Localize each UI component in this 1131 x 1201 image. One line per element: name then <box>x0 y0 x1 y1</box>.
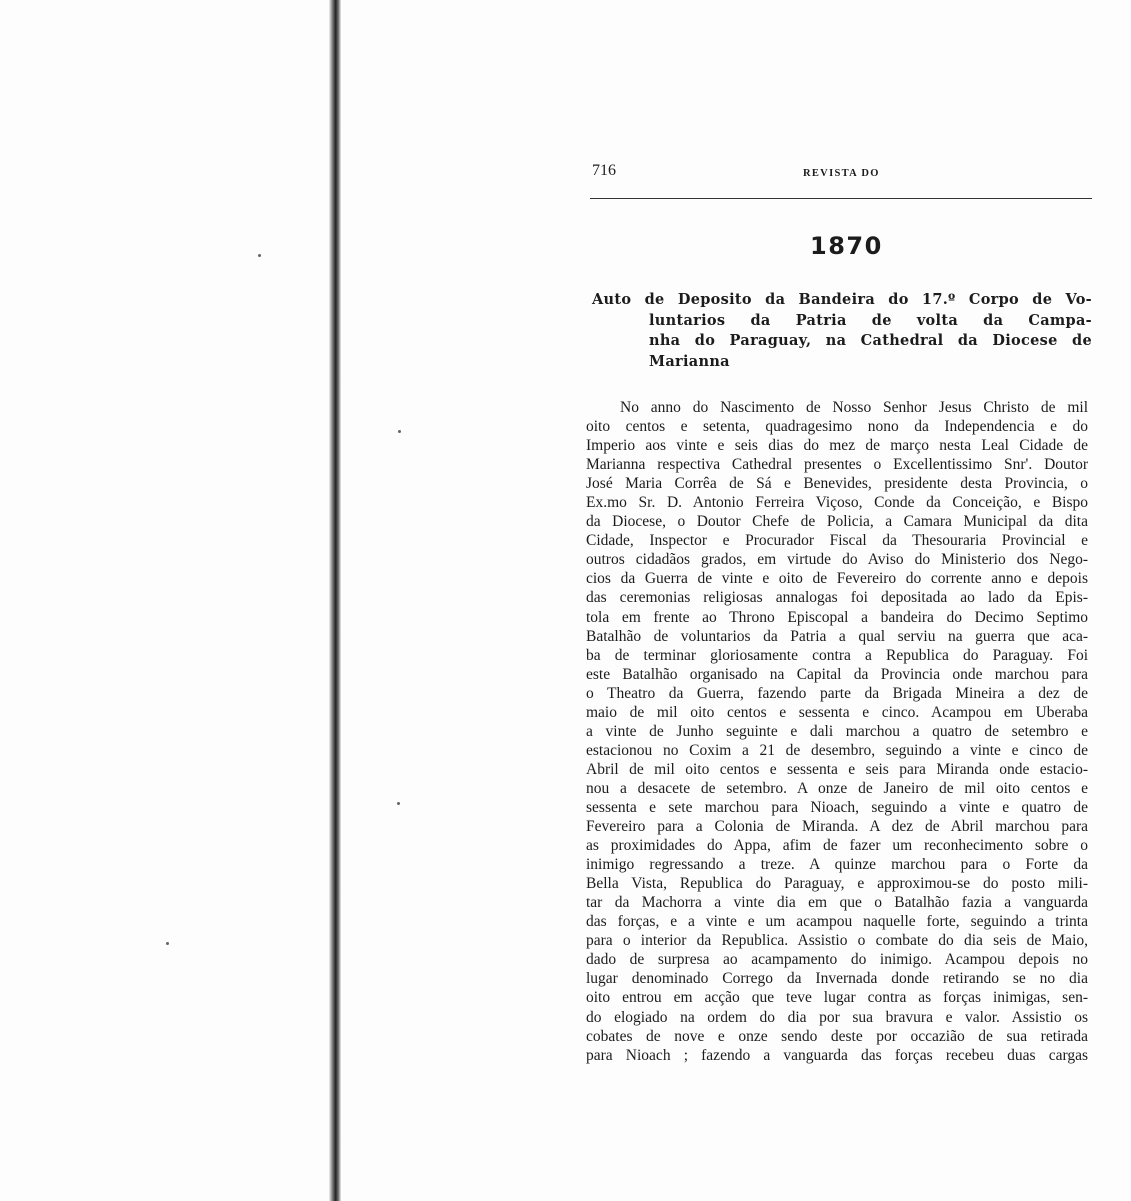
article-heading <box>592 290 1092 372</box>
text-line: tola em frente ao Throno Episcopal a bandeira do Decimo Septimo <box>586 608 1088 626</box>
text-line: oito entrou em acção que teve lugar contra as forças inimigas, sen- <box>586 989 1088 1007</box>
body-paragraph <box>586 398 1088 1065</box>
text-line: inimigo regressando a treze. A quinze marchou para o Forte da <box>586 856 1088 874</box>
text-line: Marianna respectiva Cathedral presentes o Excellentissimo Snr'. Doutor <box>586 456 1088 474</box>
text-line: cios da Guerra de vinte e oito de Fevereiro do corrente anno e depois <box>586 570 1088 588</box>
text-line: dado de surpresa ao acampamento do inimigo. Acampou depois no <box>586 951 1088 969</box>
book-binding-gutter <box>329 0 341 1201</box>
text-line: do elogiado na ordem do dia por sua bravura e valor. Assistio os <box>586 1008 1088 1026</box>
text-line: José Maria Corrêa de Sá e Benevides, presidente desta Provincia, o <box>586 475 1088 493</box>
scan-speck <box>166 942 169 945</box>
text-line: maio de mil oito centos e sessenta e cinco. Acampou em Uberaba <box>586 703 1088 721</box>
text-line: para o interior da Republica. Assistio o combate do dia seis de Maio, <box>586 932 1088 950</box>
text-line: Ex.mo Sr. D. Antonio Ferreira Viçoso, Conde da Conceição, e Bispo <box>586 494 1088 512</box>
heading-line: Auto de Deposito da Bandeira do 17.º Corpo de Vo- <box>592 291 1092 308</box>
heading-line: luntarios da Patria de volta da Campa- <box>649 311 1092 329</box>
text-line: das forças, e a vinte e um acampou naquelle forte, seguindo a trinta <box>586 913 1088 931</box>
text-line: das ceremonias religiosas annalogas foi depositada ao lado da Epis- <box>586 589 1088 607</box>
page-number: 716 <box>592 162 616 179</box>
text-line: ba de terminar gloriosamente contra a Republica do Paraguay. Foi <box>586 646 1088 664</box>
page-header <box>590 158 1092 199</box>
text-line: Cidade, Inspector e Procurador Fiscal da Thesouraria Provincial e <box>586 532 1088 550</box>
text-line: as proximidades do Appa, afim de fazer um reconhecimento sobre o <box>586 837 1088 855</box>
text-line: cobates de nove e onze sendo deste por occazião de sua retirada <box>586 1027 1088 1045</box>
text-line: sessenta e sete marchou para Nioach, seguindo a vinte e quatro de <box>586 798 1088 816</box>
section-year: 1870 <box>810 232 883 260</box>
text-line: outros cidadãos grados, em virtude do Aviso do Ministerio dos Nego- <box>586 551 1088 569</box>
text-line: tar da Machorra a vinte dia em que o Batalhão fazia a vanguarda <box>586 894 1088 912</box>
text-line: o Theatro da Guerra, fazendo parte da Brigada Mineira a dez de <box>586 684 1088 702</box>
text-line: a vinte de Junho seguinte e dali marchou a quatro de setembro e <box>586 722 1088 740</box>
text-line: da Diocese, o Doutor Chefe de Policia, a Camara Municipal da dita <box>586 513 1088 531</box>
running-head: REVISTA DO <box>803 168 880 179</box>
text-line: Bella Vista, Republica do Paraguay, e approximou-se do posto mili- <box>586 875 1088 893</box>
scan-speck <box>397 802 400 805</box>
text-line: nou a desacete de setembro. A onze de Janeiro de mil oito centos e <box>586 779 1088 797</box>
text-line: Batalhão de voluntarios da Patria a qual serviu na guerra que aca- <box>586 627 1088 645</box>
heading-line: Marianna <box>649 352 730 370</box>
text-line: Imperio aos vinte e seis dias do mez de março nesta Leal Cidade de <box>586 437 1088 455</box>
text-line: este Batalhão organisado na Capital da Provincia onde marchou para <box>586 665 1088 683</box>
scan-speck <box>398 430 401 433</box>
scan-speck <box>258 254 261 257</box>
text-line: oito centos e setenta, quadragesimo nono da Independencia e do <box>586 418 1088 436</box>
text-line: No anno do Nascimento de Nosso Senhor Jesus Christo de mil <box>620 399 1088 416</box>
heading-line: nha do Paraguay, na Cathedral da Diocese de <box>649 332 1092 349</box>
text-line: estacionou no Coxim a 21 de desembro, seguindo a vinte e cinco de <box>586 741 1088 759</box>
text-line: para Nioach ; fazendo a vanguarda das forças recebeu duas cargas <box>586 1046 1088 1064</box>
text-line: Fevereiro para a Colonia de Miranda. A dez de Abril marchou para <box>586 818 1088 836</box>
text-line: lugar denominado Corrego da Invernada donde retirando se no dia <box>586 970 1088 988</box>
text-line: Abril de mil oito centos e sessenta e seis para Miranda onde estacio- <box>586 760 1088 778</box>
